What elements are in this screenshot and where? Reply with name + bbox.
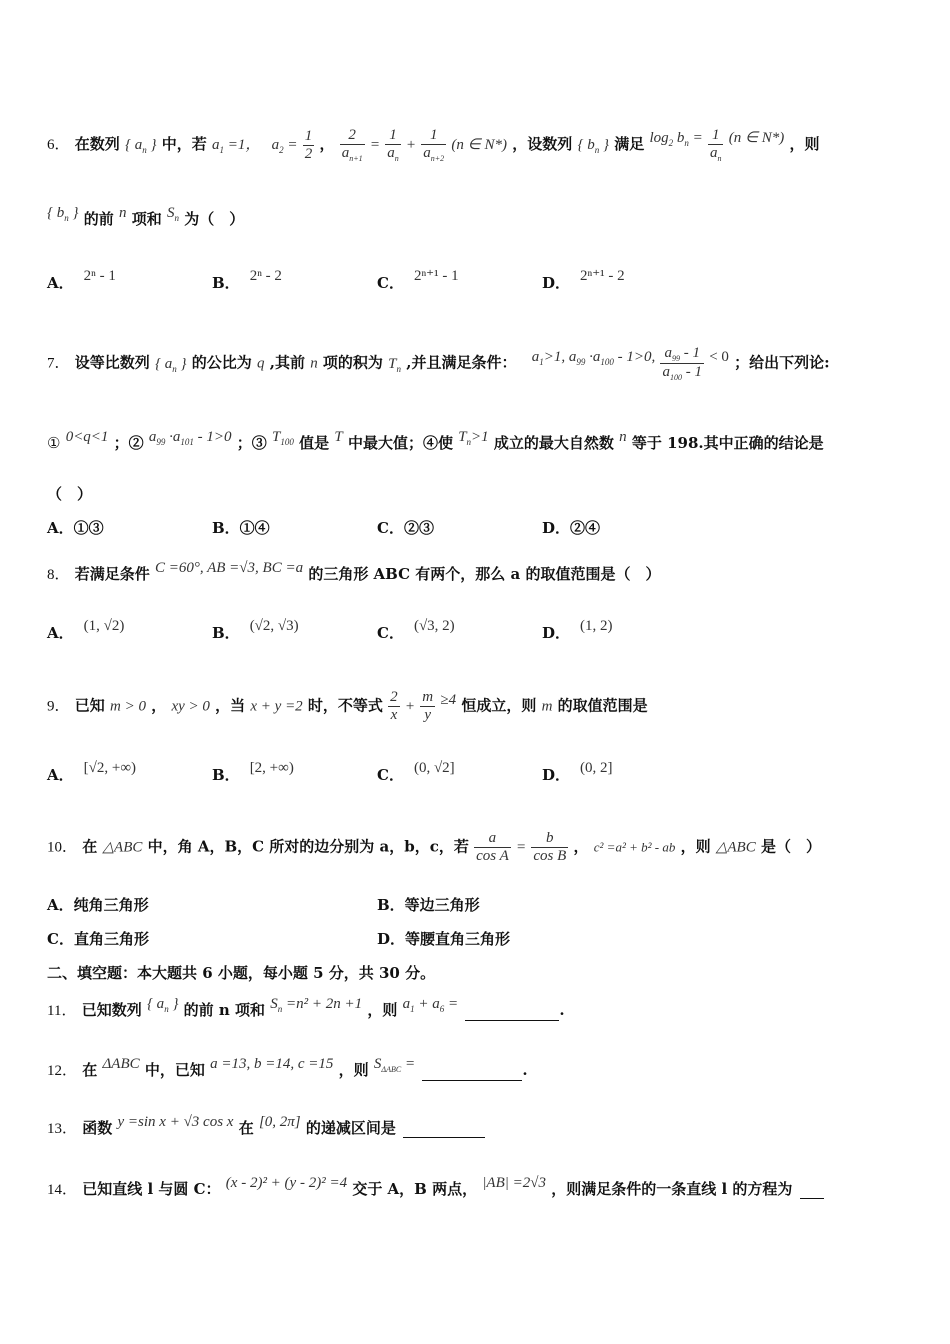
q9-text5: 恒成立，则 [461,696,537,715]
q6-option-c[interactable]: C． 2ⁿ⁺¹ - 1 [377,268,459,292]
q10-option-d[interactable]: D．等腰直角三角形 [377,930,511,948]
q6-option-d[interactable]: D． 2ⁿ⁺¹ - 2 [542,268,625,292]
q9-option-c[interactable]: C． (0, √2] [377,760,455,784]
n-var: n [310,355,318,372]
q14-text2: 交于 A，B 两点， [352,1180,478,1198]
q13-text1: 函数 [82,1119,113,1137]
q-var: q [256,355,265,372]
q12-answer-blank[interactable] [422,1080,522,1081]
stmt2-math: $a_{99} \cdot a_{101} - 1>0$ [148,429,232,447]
q7-paren: （ ） [47,485,93,503]
q6-text: 在数列 [74,135,120,153]
q7-option-a[interactable]: A．①③ [47,519,104,537]
q6-text3: ，设数列 [512,135,573,153]
section-fill-in-blank: 二、填空题：本大题共 6 小题，每小题 5 分，共 30 分。 [47,964,436,982]
q13-text3: 的递减区间是 [305,1119,396,1137]
eq-sign: = [515,839,527,856]
q9-number: 9． [47,698,70,715]
plus-sign: + [405,137,417,153]
q9-m3: x + y =2 [250,698,303,715]
q7-l2-text4: 等于 198.其中正确的结论是 [631,434,824,452]
q7-text3: ,其前 [269,353,305,372]
q6-line2 [47,205,245,230]
q10-option-b[interactable]: B．等边三角形 [377,896,480,914]
q10-line1 [47,830,821,865]
triangle-abc: △ABC [102,839,143,856]
q6-text2: 中，若 [161,135,207,153]
n-var: n [619,429,627,445]
q7-line1 [47,345,830,382]
q13-line1 [47,1114,485,1138]
triangle-abc: ΔABC [102,1056,140,1072]
q9-line1 [47,689,648,724]
q8-option-d[interactable]: D． (1, 2) [542,618,613,642]
a1-eq: $a_1 =1$， [211,137,261,155]
q6-comma: ， [319,135,335,153]
q9-frac1: $\frac{2}{x}$ [390,689,398,723]
q7-l2-text3: 成立的最大自然数 [493,434,614,452]
q7-line3 [47,483,92,504]
seq-a: { $a_n$ } [155,355,187,374]
q6-number: 6． [47,137,70,153]
seq-b: { $b_n$ } [577,137,609,155]
ge-four: ≥4 [440,691,457,708]
q13-function: y =sin x + √3 cos x [117,1114,234,1130]
q7-option-d[interactable]: D．②④ [542,519,601,537]
q9-text1: 已知 [74,696,105,715]
half-fraction: $\frac{1}{2}$ [304,127,313,162]
recurrence-lhs: $\frac{2}{a_{n+1}}$ [341,127,363,163]
q9-option-b[interactable]: B． [2, +∞) [212,760,294,784]
q9-m1: m > 0 [110,698,146,715]
q11-text1: 已知数列 [81,1001,142,1019]
q9-text3: ，当 [215,696,246,715]
q7-text2: 的公比为 [191,353,252,372]
q14-text3: ，则满足条件的一条直线 l 的方程为 [551,1180,793,1198]
a2-eq: $a_2$ = [271,137,298,155]
n-var: n [118,205,127,221]
S-n: $S_n$ [166,205,179,223]
q8-option-b[interactable]: B． (√2, √3) [212,618,299,642]
q10-number: 10． [47,839,78,856]
q7-number: 7． [47,355,70,372]
T100: $T_{100}$ [272,429,294,447]
q9-option-a[interactable]: A． [√2, +∞) [47,760,137,784]
q10-text1: 在 [82,837,98,856]
q12-sides: a =13, b =14, c =15 [210,1056,334,1072]
q11-period: . [559,1001,565,1019]
Tn-gt-1: $T_n>1$ [458,429,489,447]
q14-text1: 已知直线 l 与圆 C： [82,1180,221,1198]
q12-text1: 在 [82,1061,98,1079]
q12-period: . [522,1061,528,1079]
q12-number: 12． [47,1063,78,1079]
q14-answer-blank[interactable] [800,1198,824,1199]
q9-text2: ， [151,696,167,715]
log-expr: $\log_2 b_n$ = [649,130,703,148]
q10-text3: ，则 [680,837,711,856]
circle-3: ；③ [236,434,267,452]
q11-text3: ，则 [367,1001,398,1019]
q10-comma: ， [573,837,589,856]
lt-zero: < 0 [709,348,729,365]
cond2: (n ∈ N*) [728,130,785,146]
q6-text4: 满足 [614,135,645,153]
q14-circle-eq: (x - 2)² + (y - 2)² =4 [225,1175,348,1191]
triangle-abc-2: △ABC [715,839,756,856]
q10-frac2: $\frac{b}{\text{cos B}}$ [533,830,567,864]
q11-text2: 的前 n 项和 [183,1001,266,1019]
q11-answer-blank[interactable] [465,1020,559,1021]
q10-option-a[interactable]: A．纯角三角形 [47,896,149,914]
q12-line1 [47,1056,528,1081]
stmt1-math: 0<q<1 [65,429,109,445]
q8-option-c[interactable]: C． (√3, 2) [377,618,455,642]
plus-sign: + [404,698,416,715]
q7-text6: ；给出下列论: [734,353,830,372]
q12-text3: ，则 [338,1061,369,1079]
cond-n-in-N: (n ∈ N*) [451,137,507,153]
q8-math: C =60°, AB =√3, BC =a [155,560,304,576]
q14-chord-length: |AB| =2√3 [482,1175,546,1191]
q9-frac2: $\frac{m}{y}$ [422,689,434,723]
q8-text2: 的三角形 ABC 有两个，那么 a 的取值范围是（ ） [308,565,661,583]
q6-line1 [47,127,820,163]
q6-text5: ，则 [789,135,820,153]
q7-text4: 项的积为 [322,353,383,372]
q10-frac1: $\frac{a}{\text{cos A}}$ [476,830,509,864]
rec-eq: = [369,137,380,153]
q7-line2 [47,429,824,454]
q10-cosine-law: c² =a² + b² - ab [593,839,676,855]
q6-l2-text1: 的前 [83,210,114,228]
a1-plus-a6: $a_1 + a_6$ = [402,996,459,1014]
q7-option-c[interactable]: C．②③ [377,519,434,537]
q6-l2-text2: 项和 [131,210,162,228]
q13-interval: [0, 2π] [258,1114,301,1130]
q13-answer-blank[interactable] [403,1137,485,1138]
q8-line1 [47,560,661,584]
recurrence-rhs2: $\frac{1}{a_{n+2}}$ [423,127,445,163]
cond-fraction: $\frac{a_{99} - 1}{a_{100} - 1}$ [662,345,702,382]
q9-option-d[interactable]: D． (0, 2] [542,760,613,784]
T-var: T [334,429,343,445]
circle-2: ；② [113,434,144,452]
circle-1: ① [47,436,61,452]
q13-number: 13． [47,1121,78,1137]
conditions: $a_1>1$, $a_{99} \cdot a_{100} - 1>0$, [531,348,656,367]
q7-text1: 设等比数列 [74,353,150,372]
q7-option-b[interactable]: B．①④ [212,519,270,537]
q7-l2-text1: 值是 [299,434,330,452]
q8-option-a[interactable]: A． (1, √2) [47,618,125,642]
q12-text2: 中，已知 [144,1061,205,1079]
Sn-formula: $S_n =n^2 + 2n +1$ [270,996,363,1014]
seq-a: { $a_n$ } [125,137,157,155]
q7-l2-text2: 中最大值；④使 [347,434,453,452]
q8-text1: 若满足条件 [74,565,150,583]
seq-a: { $a_n$ } [146,996,179,1014]
q11-number: 11． [47,1003,77,1019]
q7-text5: ,并且满足条件： [406,353,517,372]
q6-option-b[interactable]: B． 2ⁿ - 2 [212,268,282,292]
q8-number: 8． [47,567,70,583]
q6-option-a[interactable]: A． 2ⁿ - 1 [47,268,116,292]
q11-line1 [47,996,565,1021]
q14-number: 14． [47,1182,78,1198]
q6-l2-text3: 为（ ） [184,210,245,228]
q10-option-c[interactable]: C．直角三角形 [47,930,149,948]
q14-line1 [47,1175,824,1199]
T-n: $T_n$ [388,355,402,374]
q10-text4: 是（ ） [760,837,821,856]
seq-b-2: { $b_n$ } [47,205,79,223]
q10-text2: 中，角 A，B，C 所对的边分别为 a，b，c，若 [147,837,469,856]
q9-m2: xy > 0 [171,698,210,715]
q13-text2: 在 [238,1119,254,1137]
log-fraction: $\frac{1}{a_n}$ [709,127,722,163]
m-var: m [541,698,553,715]
q9-text4: 时，不等式 [307,696,383,715]
area-S: $S_{\Delta ABC}$ = [373,1056,416,1074]
recurrence-rhs1: $\frac{1}{a_n}$ [387,127,399,163]
q9-text6: 的取值范围是 [557,696,648,715]
